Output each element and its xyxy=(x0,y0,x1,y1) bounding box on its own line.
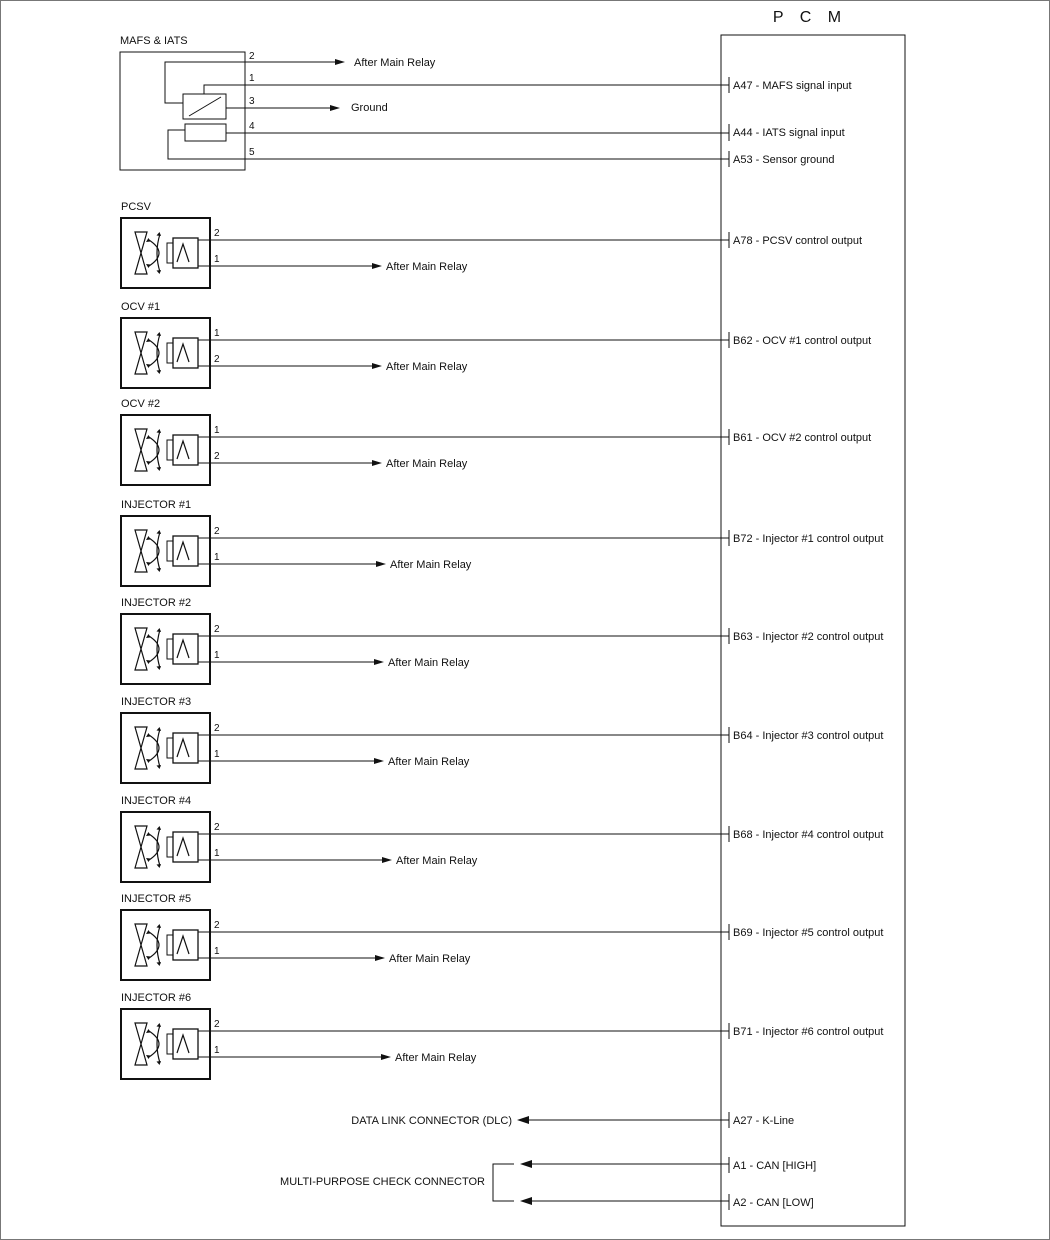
mafs-iats-sensor xyxy=(120,35,852,170)
relay-arrow-icon xyxy=(372,263,382,269)
relay-arrow-icon xyxy=(374,659,384,665)
terminal-a2: A2 - CAN [LOW] xyxy=(733,1197,814,1209)
component-title: INJECTOR #5 xyxy=(121,893,192,905)
pcm-terminal-label: B64 - Injector #3 control output xyxy=(733,730,884,742)
component-title: OCV #2 xyxy=(121,398,161,410)
relay-label: After Main Relay xyxy=(395,1052,477,1064)
can-high-arrow-icon xyxy=(520,1160,532,1168)
mafs-pin-3: 3 xyxy=(249,96,255,107)
terminal-a47: A47 - MAFS signal input xyxy=(733,80,852,92)
terminal-a44: A44 - IATS signal input xyxy=(733,127,845,139)
actuator-symbol-icon xyxy=(121,713,210,783)
component-1 xyxy=(121,301,871,388)
mafs-after-main-relay: After Main Relay xyxy=(354,57,436,69)
relay-arrow-icon xyxy=(376,561,386,567)
relay-arrow-icon xyxy=(372,460,382,466)
pcm-terminal-label: B72 - Injector #1 control output xyxy=(733,533,884,545)
power-pin: 1 xyxy=(214,1045,220,1056)
pcm-terminal-label: B71 - Injector #6 control output xyxy=(733,1026,884,1038)
can-low-arrow-icon xyxy=(520,1197,532,1205)
component-title: PCSV xyxy=(121,201,151,213)
component-2 xyxy=(121,398,871,485)
component-8 xyxy=(121,992,883,1079)
relay-arrow-icon xyxy=(374,758,384,764)
terminal-a27: A27 - K-Line xyxy=(733,1115,795,1127)
component-title: INJECTOR #2 xyxy=(121,597,192,609)
relay-label: After Main Relay xyxy=(388,657,470,669)
relay-label: After Main Relay xyxy=(386,261,468,273)
signal-pin: 2 xyxy=(214,822,220,833)
power-pin: 1 xyxy=(214,946,220,957)
bottom-connectors xyxy=(280,1112,816,1210)
power-pin: 1 xyxy=(214,552,220,563)
relay-arrow-icon xyxy=(372,363,382,369)
pcm-terminal-label: B63 - Injector #2 control output xyxy=(733,631,884,643)
terminal-a1: A1 - CAN [HIGH] xyxy=(733,1160,817,1172)
signal-pin: 2 xyxy=(214,723,220,734)
component-5 xyxy=(121,696,883,783)
actuator-symbol-icon xyxy=(121,218,210,288)
relay-label: After Main Relay xyxy=(390,559,472,571)
actuator-symbol-icon xyxy=(121,614,210,684)
dlc-arrow-icon xyxy=(517,1116,529,1124)
pcm-terminal-label: B68 - Injector #4 control output xyxy=(733,829,884,841)
actuator-symbol-icon xyxy=(121,812,210,882)
mafs-iats-title: MAFS & IATS xyxy=(120,35,188,47)
actuator-symbol-icon xyxy=(121,516,210,586)
power-pin: 2 xyxy=(214,451,220,462)
relay-arrow-icon xyxy=(381,1054,391,1060)
power-pin: 1 xyxy=(214,848,220,859)
mafs-pin-1: 1 xyxy=(249,73,255,84)
component-3 xyxy=(121,499,883,586)
signal-pin: 2 xyxy=(214,920,220,931)
relay-label: After Main Relay xyxy=(396,855,478,867)
component-title: INJECTOR #6 xyxy=(121,992,192,1004)
component-title: OCV #1 xyxy=(121,301,161,313)
signal-pin: 2 xyxy=(214,1019,220,1030)
mafs-pin-4: 4 xyxy=(249,121,255,132)
signal-pin: 1 xyxy=(214,328,220,339)
dlc-label: DATA LINK CONNECTOR (DLC) xyxy=(351,1115,512,1127)
signal-pin: 2 xyxy=(214,526,220,537)
component-6 xyxy=(121,795,883,882)
relay-label: After Main Relay xyxy=(386,458,468,470)
terminal-a53: A53 - Sensor ground xyxy=(733,154,835,166)
signal-pin: 1 xyxy=(214,425,220,436)
mafs-ground-label: Ground xyxy=(351,102,388,114)
pcm-terminal-label: B62 - OCV #1 control output xyxy=(733,335,872,347)
actuator-symbol-icon xyxy=(121,318,210,388)
power-pin: 2 xyxy=(214,354,220,365)
component-0 xyxy=(121,201,862,288)
component-7 xyxy=(121,893,883,980)
pcm-terminal-label: B61 - OCV #2 control output xyxy=(733,432,872,444)
actuator-symbol-icon xyxy=(121,910,210,980)
relay-label: After Main Relay xyxy=(388,756,470,768)
power-pin: 1 xyxy=(214,650,220,661)
mafs-pin-5: 5 xyxy=(249,147,255,158)
mpcc-label: MULTI-PURPOSE CHECK CONNECTOR xyxy=(280,1176,485,1188)
signal-pin: 2 xyxy=(214,228,220,239)
pcm-terminal-label: A78 - PCSV control output xyxy=(733,235,863,247)
pcm-title: P C M xyxy=(772,9,848,26)
signal-pin: 2 xyxy=(214,624,220,635)
mafs-pin-2: 2 xyxy=(249,51,255,62)
actuator-symbol-icon xyxy=(121,415,210,485)
relay-label: After Main Relay xyxy=(386,361,468,373)
component-title: INJECTOR #1 xyxy=(121,499,192,511)
component-title: INJECTOR #4 xyxy=(121,795,192,807)
power-pin: 1 xyxy=(214,749,220,760)
relay-arrow-icon xyxy=(375,955,385,961)
relay-arrow-icon xyxy=(382,857,392,863)
relay-label: After Main Relay xyxy=(389,953,471,965)
actuator-symbol-icon xyxy=(121,1009,210,1079)
power-pin: 1 xyxy=(214,254,220,265)
component-4 xyxy=(121,597,883,684)
pcm-terminal-label: B69 - Injector #5 control output xyxy=(733,927,884,939)
component-title: INJECTOR #3 xyxy=(121,696,192,708)
